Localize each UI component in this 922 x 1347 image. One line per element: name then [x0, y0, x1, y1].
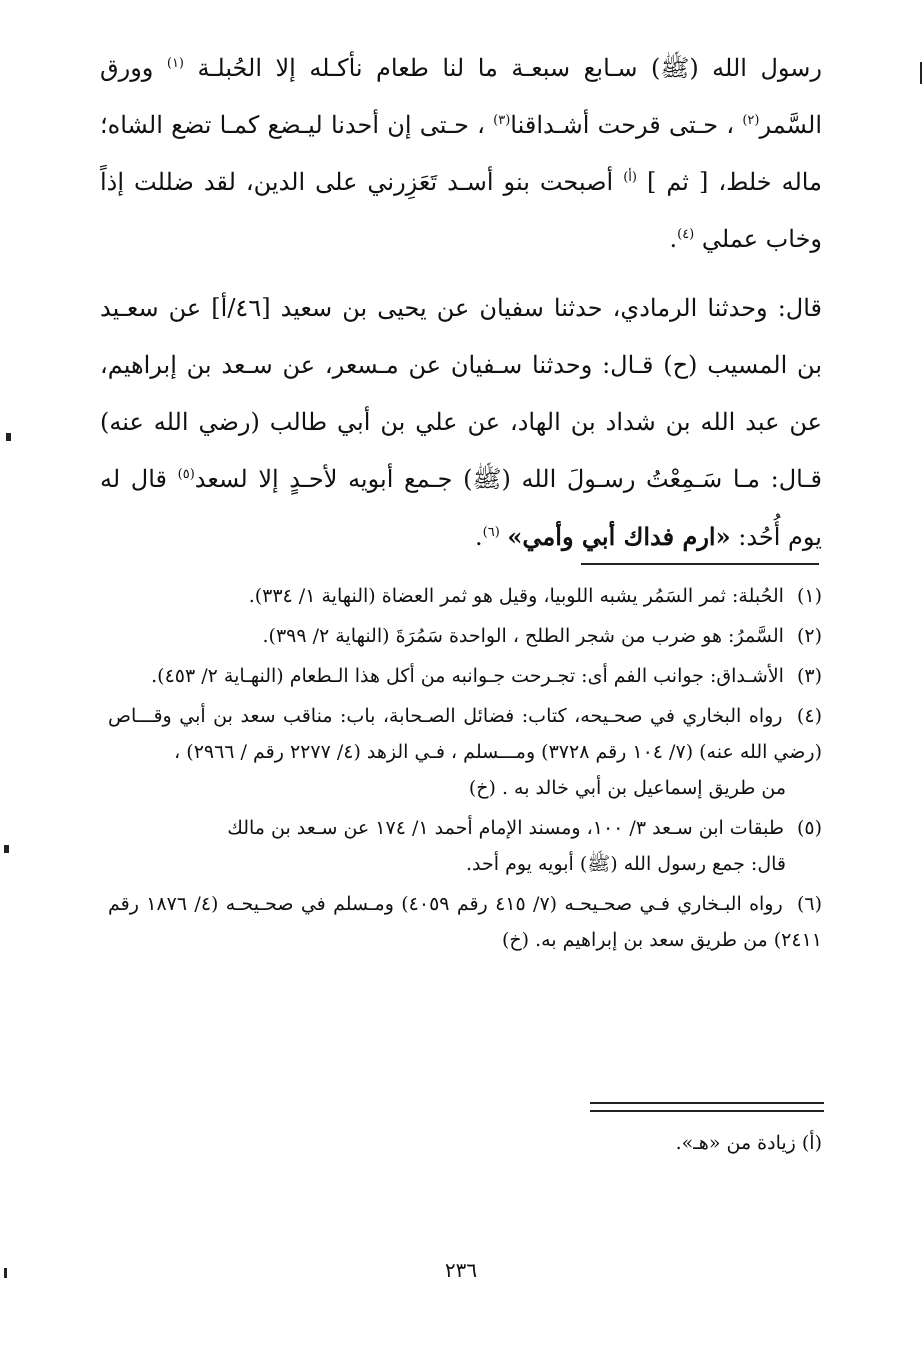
footnote-3: [108, 658, 822, 694]
scan-edge-mark: [4, 1268, 7, 1278]
variant-number: (أ): [801, 1132, 822, 1154]
footnote-6: [108, 886, 822, 958]
footnote-number: (٣): [796, 665, 822, 687]
footnote-text: الحُبلة: ثمر السَمُر يشبه اللوبيا، وقيل هو ثمر العضاة (النهاية ١/ ٣٣٤).: [248, 585, 784, 607]
text-run: قال له يوم أُحُد:: [100, 465, 822, 551]
variant-text: زيادة من «هـ».: [675, 1132, 796, 1154]
footnote-ref-4: (٤): [677, 227, 695, 242]
text-run: وورق السَّمر: [100, 54, 822, 139]
variant-separator: [590, 1102, 824, 1112]
text-run: ، حـتى قرحت أشـداقنا: [510, 111, 735, 139]
text-run: .: [669, 225, 678, 253]
text-run: ، حـتى إن أحدنا ليـضع كمـا تضع الشاه؛ ماله خلط، [ ثم ]: [100, 111, 822, 196]
footnote-text: السَّمرُ: هو ضرب من شجر الطلح ، الواحدة سَمُرَةَ (النهاية ٢/ ٣٩٩).: [262, 625, 784, 647]
footnote-text: رواه البخاري في صحـيحه، كتاب: فضائل الصـحابة، باب: مناقب سعد بن أبي وقـــاص (رضي الله عنه) (٧/ ١٠٤ رقم ٣٧٢٨) ومـــسلم ، فـي الزهد (٤/ ٢٢٧٧ رقم / ٢٩٦٦) ،: [108, 705, 822, 763]
footnote-ref-6: (٦): [482, 525, 500, 540]
footnote-continuation: قال: جمع رسول الله (ﷺ) أبويه يوم أحد.: [466, 853, 786, 875]
footnote-text: طبقات ابن سـعد ٣/ ١٠٠، ومسند الإمام أحمد ١/ ١٧٤ عن سـعد بن مالك: [227, 817, 784, 839]
footnote-1: [108, 578, 822, 614]
variant-note: [676, 1125, 822, 1161]
footnote-text: رواه البـخاري فـي صحـيحـه (٧/ ٤١٥ رقم ٤٠٥٩) ومـسلم في صحـيحـه (٤/ ١٨٧٦ رقم ٢٤١١) من طريق سعد بن إبراهيم به. (خ): [108, 893, 822, 951]
footnote-number: (٥): [796, 817, 822, 839]
footnote-ref-1: (١): [166, 56, 184, 71]
footnote-separator: [581, 563, 819, 565]
footnote-number: (٤): [796, 705, 822, 727]
text-run: قال: وحدثنا الرمادي، حدثنا سفيان عن يحيى بن سعيد [٤٦/أ] عن سعـيد بن المسيب (ح) قـال: وحدثنا سـفيان عن مـسعر، عن سـعد بن إبراهيم، عن عبد الله بن شداد بن الهاد، عن علي بن أبي طالب (رضي الله عنه) قـال: مـا سَـمِعْتُ رسـولَ الله (ﷺ) جـمع أبويه لأحـدٍ إلا لسعد: [100, 294, 822, 493]
text-run: أصبحت بنو أسـد تَعَزِرني على الدين، لقد ضللت إذاً وخاب عملي: [100, 168, 822, 253]
main-text: [100, 40, 822, 566]
footnote-ref-2: (٢): [742, 113, 760, 128]
footnote-number: (٢): [796, 625, 822, 647]
text-run: رسول الله (ﷺ) سـابع سبعـة ما لنا طعام نأكـله إلا الحُبلـة: [197, 54, 822, 82]
footnote-text: الأشـداق: جوانب الفم أى: تجـرحت جـوانبه من أكل هذا الـطعام (النهـاية ٢/ ٤٥٣).: [151, 665, 784, 687]
footnote-5: [108, 810, 822, 882]
scan-edge-mark: [6, 433, 11, 441]
paragraph-hadith-2: [100, 280, 822, 566]
page-number: ٢٣٦: [444, 1258, 478, 1282]
variant-ref-a: (أ): [623, 170, 637, 185]
footnote-ref-3: (٣): [493, 113, 511, 128]
footnote-ref-5: (٥): [177, 467, 195, 482]
hadith-quote: «ارم فداك أبي وأمي»: [507, 522, 731, 551]
footnote-number: (٦): [796, 893, 823, 915]
footnote-continuation: من طريق إسماعيل بن أبي خالد به . (خ): [468, 777, 786, 799]
paragraph-hadith-1: [100, 40, 822, 268]
footnote-2: [108, 618, 822, 654]
text-run: .: [475, 523, 483, 551]
footnotes: [108, 578, 822, 958]
footnote-4: [108, 698, 822, 806]
footnote-number: (١): [796, 585, 822, 607]
scan-edge-mark: [4, 845, 9, 853]
